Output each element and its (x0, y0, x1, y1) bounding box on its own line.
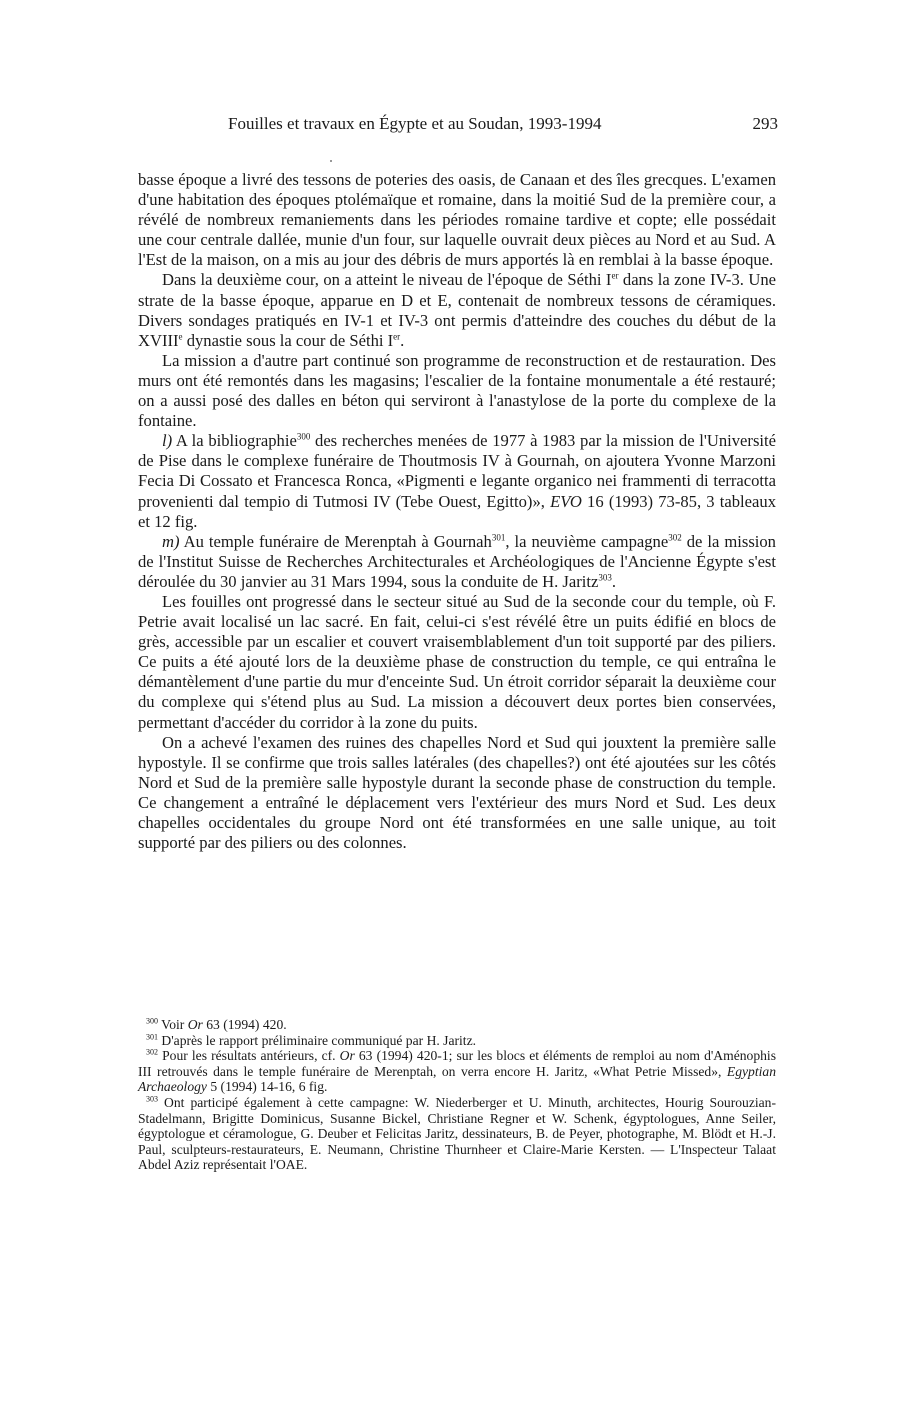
footnote-number: 300 (146, 1016, 158, 1026)
footnote-302: $^{302}$ Pour les résultats antérieurs, cf. Or 63 (1994) 420-1; sur les blocs et éléments de remploi au nom d'Aménophis III retrouvés dans le temple funéraire de Merenptah, on verra encore H. Jaritz, «What Petrie Missed», Egyptian Archaeology 5 (1994) 14-16, 6 fig. (138, 1047, 776, 1095)
footnote-ref-303[interactable]: 303 (598, 572, 612, 583)
item-label: l) (162, 431, 173, 451)
superscript: er (611, 270, 619, 281)
superscript: er (393, 331, 401, 342)
footnote-ref-300[interactable]: 300 (296, 431, 311, 442)
journal-title: Or (187, 1017, 203, 1032)
item-label: m) (162, 531, 180, 551)
paragraph-5: m) Au temple funéraire de Merenptah à Gournah$^{301}$, la neuvième campagne$^{302}$ de la mission de l'Institut Suisse de Recherches Architecturales et Archéologiques de l'Ancienne Égypte s'est déroulée du 30 janvier au 31 Mars 1994, sous la conduite de H. Jaritz$^{303}$. (138, 531, 776, 591)
page-number: 293 (752, 114, 778, 133)
journal-title: EVO (550, 491, 582, 511)
footnote-300: $^{300}$ Voir Or 63 (1994) 420. (146, 1016, 287, 1032)
paragraph-2: Dans la deuxième cour, on a atteint le niveau de l'époque de Séthi Ier dans la zone IV-3. Une strate de la basse époque, apparue en D et E, contenait de nombreux tessons de céramiques. Divers sondages pratiqués en IV-1 et IV-3 ont permis d'atteindre des couches du début de la XVIIIe dynastie sous la cour de Séthi Ier. (138, 270, 776, 350)
print-speck (330, 160, 332, 162)
main-text (138, 170, 776, 853)
running-header (138, 114, 778, 136)
footnote-number: 302 (146, 1047, 158, 1057)
footnote-ref-302[interactable]: 302 (668, 532, 682, 543)
footnote-303: $^{303}$ Ont participé également à cette campagne: W. Niederberger et U. Minuth, architectes, Hourig Sourouzian-Stadelmann, Brigitte Dominicus, Susanne Bickel, Christiane Regner et W. Schenk, égyptologues, Anne Seiler, égyptologue et céramologue, G. Deuber et Felicitas Jaritz, dessinateurs, B. de Peyer, photographe, M. Blödt et H.-J. Paul, sculpteurs-restaurateurs, E. Neumann, Christine Thurnheer et Claire-Marie Kersten. — L'Inspecteur Talaat Abdel Aziz représentait l'OAE. (138, 1094, 776, 1173)
footnote-number: 301 (146, 1032, 158, 1042)
paragraph-7: On a achevé l'examen des ruines des chapelles Nord et Sud qui jouxtent la première salle hypostyle. Il se confirme que trois salles latérales (des chapelles?) ont été ajoutées sur les côtés Nord et Sud de la première salle hypostyle durant la seconde phase de construction du temple. Ce changement a entraîné le déplacement vers l'extérieur des murs Nord et Sud. Les deux chapelles occidentales du groupe Nord ont été transformées en une salle unique, au toit supporté par des piliers ou des colonnes. (138, 732, 776, 853)
paragraph-6: Les fouilles ont progressé dans le secteur situé au Sud de la seconde cour du temple, où F. Petrie avait localisé un lac sacré. En fait, celui-ci s'est révélé être un puits édifié en blocs de grès, accessible par un escalier et couvert vraisemblablement d'un toit supporté par des piliers. Ce puits a été ajouté lors de la deuxième phase de construction du temple, ce qui entraîna le démantèlement d'une partie du mur d'enceinte Sud. Un étroit corridor séparait la deuxième cour du complexe qui s'étend plus au Sud. La mission a découvert deux portes bien conservées, permettant d'accéder du corridor à la zone du puits. (138, 591, 776, 732)
journal-title: Or (339, 1048, 355, 1064)
footnote-ref-301[interactable]: 301 (491, 532, 506, 543)
running-title: Fouilles et travaux en Égypte et au Soudan, 1993-1994 (228, 114, 602, 133)
paragraph-3: La mission a d'autre part continué son programme de reconstruction et de restauration. Des murs ont été remontés dans les magasins; l'escalier de la fontaine monumentale a été restauré; on a aussi posé des dalles en béton qui serviront à l'anastylose de la porte du complexe de la fontaine. (138, 350, 776, 431)
paragraph-1: basse époque a livré des tessons de poteries des oasis, de Canaan et des îles grecques. L'examen d'une habitation des époques ptolémaïque et romaine, dans la moitié Sud de la première cour, a révélé de nombreux remaniements dans les périodes romaine tardive et copte; elle possédait une cour centrale dallée, munie d'un four, sur laquelle ouvrait deux pièces au Nord et au Sud. A l'Est de la maison, on a mis au jour des débris de murs apportés là en remblai à la basse époque. (138, 170, 776, 270)
footnote-301: $^{301}$ D'après le rapport préliminaire communiqué par H. Jaritz. (146, 1032, 477, 1048)
superscript: e (178, 331, 183, 342)
paragraph-4: l) A la bibliographie$^{300}$ des recherches menées de 1977 à 1983 par la mission de l'Université de Pise dans le complexe funéraire de Thoutmosis IV à Gournah, on ajoutera Yvonne Marzoni Fecia Di Cossato et Francesca Ronca, «Pigmenti e legante organico nei frammenti di terracotta provenienti dal tempio di Tutmosi IV (Tebe Ouest, Egitto)», EVO 16 (1993) 73-85, 3 tableaux et 12 fig. (138, 431, 776, 531)
footnotes (138, 1017, 776, 1173)
journal-title: Egyptian Archaeology (138, 1063, 776, 1095)
footnote-number: 303 (146, 1094, 158, 1104)
